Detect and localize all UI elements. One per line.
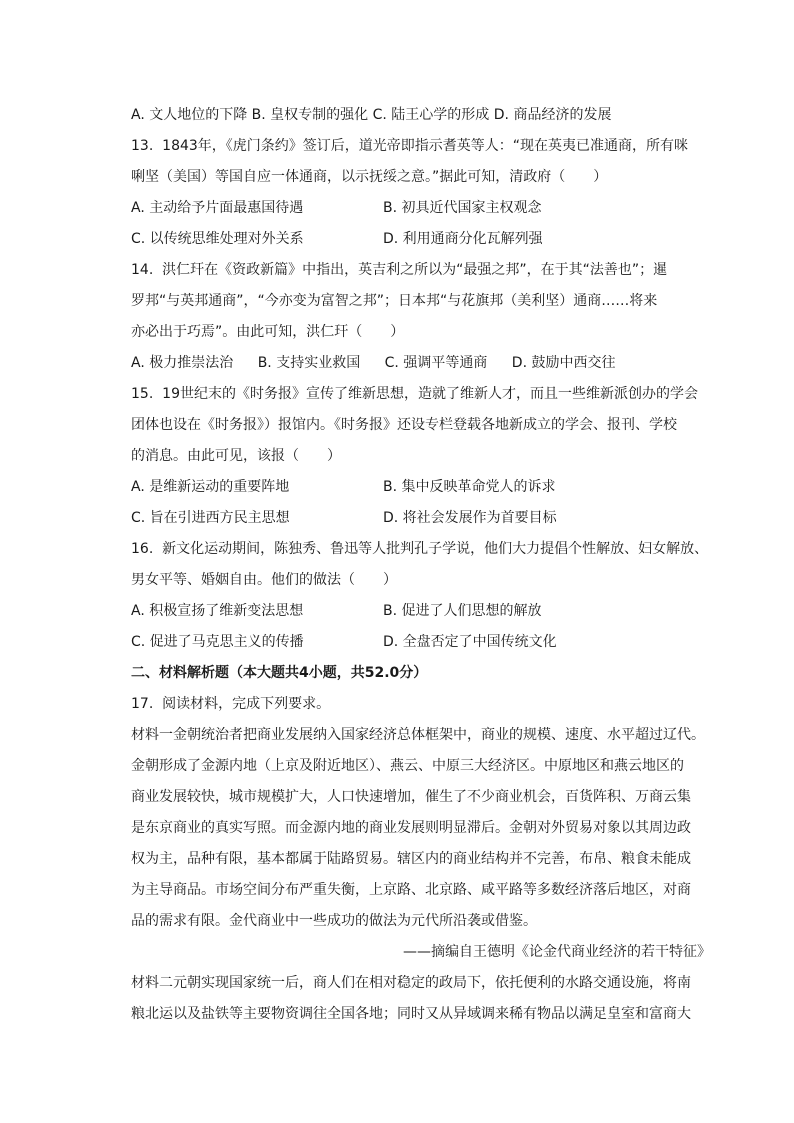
q17-source-citation: ——摘编自王德明《论金代商业经济的若干特征》 (403, 944, 711, 960)
q15-option-c: C. 旨在引进西方民主思想 (131, 510, 290, 526)
q13-option-c: C. 以传统思维处理对外关系 (131, 231, 304, 247)
q14-option-b: B. 支持实业救国 (257, 355, 361, 371)
q17-material1-line: 是东京商业的真实写照。而金源内地的商业发展则明显滞后。金朝对外贸易对象以其周边政 (131, 820, 691, 836)
q15-option-b: B. 集中反映革命党人的诉求 (383, 479, 556, 495)
q16-option-d: D. 全盘否定了中国传统文化 (383, 634, 557, 650)
q16-options-row-1 (131, 596, 711, 627)
q15-stem-line-2: 团体也设在《时务报》）报馆内。《时务报》还设专栏登载各地新成立的学会、报刊、学校 (131, 417, 677, 433)
q15-stem-line-3: 的消息。由此可见，该报（ ） (131, 448, 341, 464)
q17-material1-line: 权为主，品种有限，基本都属于陆路贸易。辖区内的商业结构并不完善，布帛、粮食未能成 (131, 851, 691, 867)
q16-option-c: C. 促进了马克思主义的传播 (131, 634, 304, 650)
q13-option-b: B. 初具近代国家主权观念 (383, 200, 542, 216)
q13-option-a: A. 主动给予片面最惠国待遇 (131, 200, 304, 216)
section-heading: 二、材料解析题（本大题共4小题，共52.0分） (131, 665, 428, 681)
q17-material1-line: 商业发展较快，城市规模扩大，人口快速增加，催生了不少商业机会，百货阵积、万商云集 (131, 789, 691, 805)
q15-option-d: D. 将社会发展作为首要目标 (383, 510, 557, 526)
q13-options-row-2 (131, 224, 711, 255)
q13-options-row-1 (131, 193, 711, 224)
q14-option-a: A. 极力推崇法治 (131, 355, 234, 371)
q17-material1-line: 为主导商品。市场空间分布严重失衡，上京路、北京路、咸平路等多数经济落后地区，对商 (131, 882, 691, 898)
q14-option-d: D. 鼓励中西交往 (511, 355, 616, 371)
q17-material1-line: 金朝形成了金源内地（上京及附近地区）、燕云、中原三大经济区。中原地区和燕云地区的 (131, 758, 684, 774)
q16-stem-line-2: 男女平等、婚姻自由。他们的做法（ ） (131, 572, 397, 588)
q16-options-row-2 (131, 627, 711, 658)
q13-stem-line-2: 唎坚（美国）等国自应一体通商，以示抚绥之意。”据此可知，清政府（ ） (131, 169, 608, 185)
q13-stem-line-1: 13. 1843年，《虎门条约》签订后，道光帝即指示耆英等人：“现在英夷已准通商，所有咪 (131, 138, 689, 154)
q14-options-row (131, 348, 711, 379)
q15-options-row-2 (131, 503, 711, 534)
q14-stem-line-3: 亦必出于巧焉”。由此可知，洪仁玕（ ） (131, 324, 405, 340)
q15-options-row-1 (131, 472, 711, 503)
q14-option-c: C. 强调平等通商 (384, 355, 488, 371)
q17-material2-line: 粮北运以及盐铁等主要物资调往全国各地；同时又从异域调来稀有物品以满足皇室和富商大 (131, 1006, 691, 1022)
q13-option-d: D. 利用通商分化瓦解列强 (383, 231, 543, 247)
q12-options: A. 文人地位的下降 B. 皇权专制的强化 C. 陆王心学的形成 D. 商品经济的发展 (131, 107, 612, 123)
q16-stem-line-1: 16. 新文化运动期间，陈独秀、鲁迅等人批判孔子学说，他们大力提倡个性解放、妇女解放、 (131, 541, 709, 557)
q16-option-a: A. 积极宣扬了维新变法思想 (131, 603, 304, 619)
q17-material1-line: 品的需求有限。金代商业中一些成功的做法为元代所沿袭或借鉴。 (131, 913, 537, 929)
q16-option-b: B. 促进了人们思想的解放 (383, 603, 542, 619)
q15-stem-line-1: 15. 19世纪末的《时务报》宣传了维新思想，造就了维新人才，而且一些维新派创办的学会 (131, 386, 698, 402)
q17-intro: 17. 阅读材料，完成下列要求。 (131, 696, 331, 712)
q15-option-a: A. 是维新运动的重要阵地 (131, 479, 290, 495)
q17-material1-line: 材料一金朝统治者把商业发展纳入国家经济总体框架中，商业的规模、速度、水平超过辽代。 (131, 727, 705, 743)
q14-stem-line-1: 14. 洪仁玕在《资政新篇》中指出，英吉利之所以为“最强之邦”，在于其“法善也”；暹 (131, 262, 668, 278)
exam-content (131, 100, 711, 1030)
q17-material2-line: 材料二元朝实现国家统一后，商人们在相对稳定的政局下，依托便利的水路交通设施，将南 (131, 975, 691, 991)
q14-stem-line-2: 罗邦“与英邦通商”，“今亦变为富智之邦”；日本邦“与花旗邦（美利坚）通商……将来 (131, 293, 658, 309)
